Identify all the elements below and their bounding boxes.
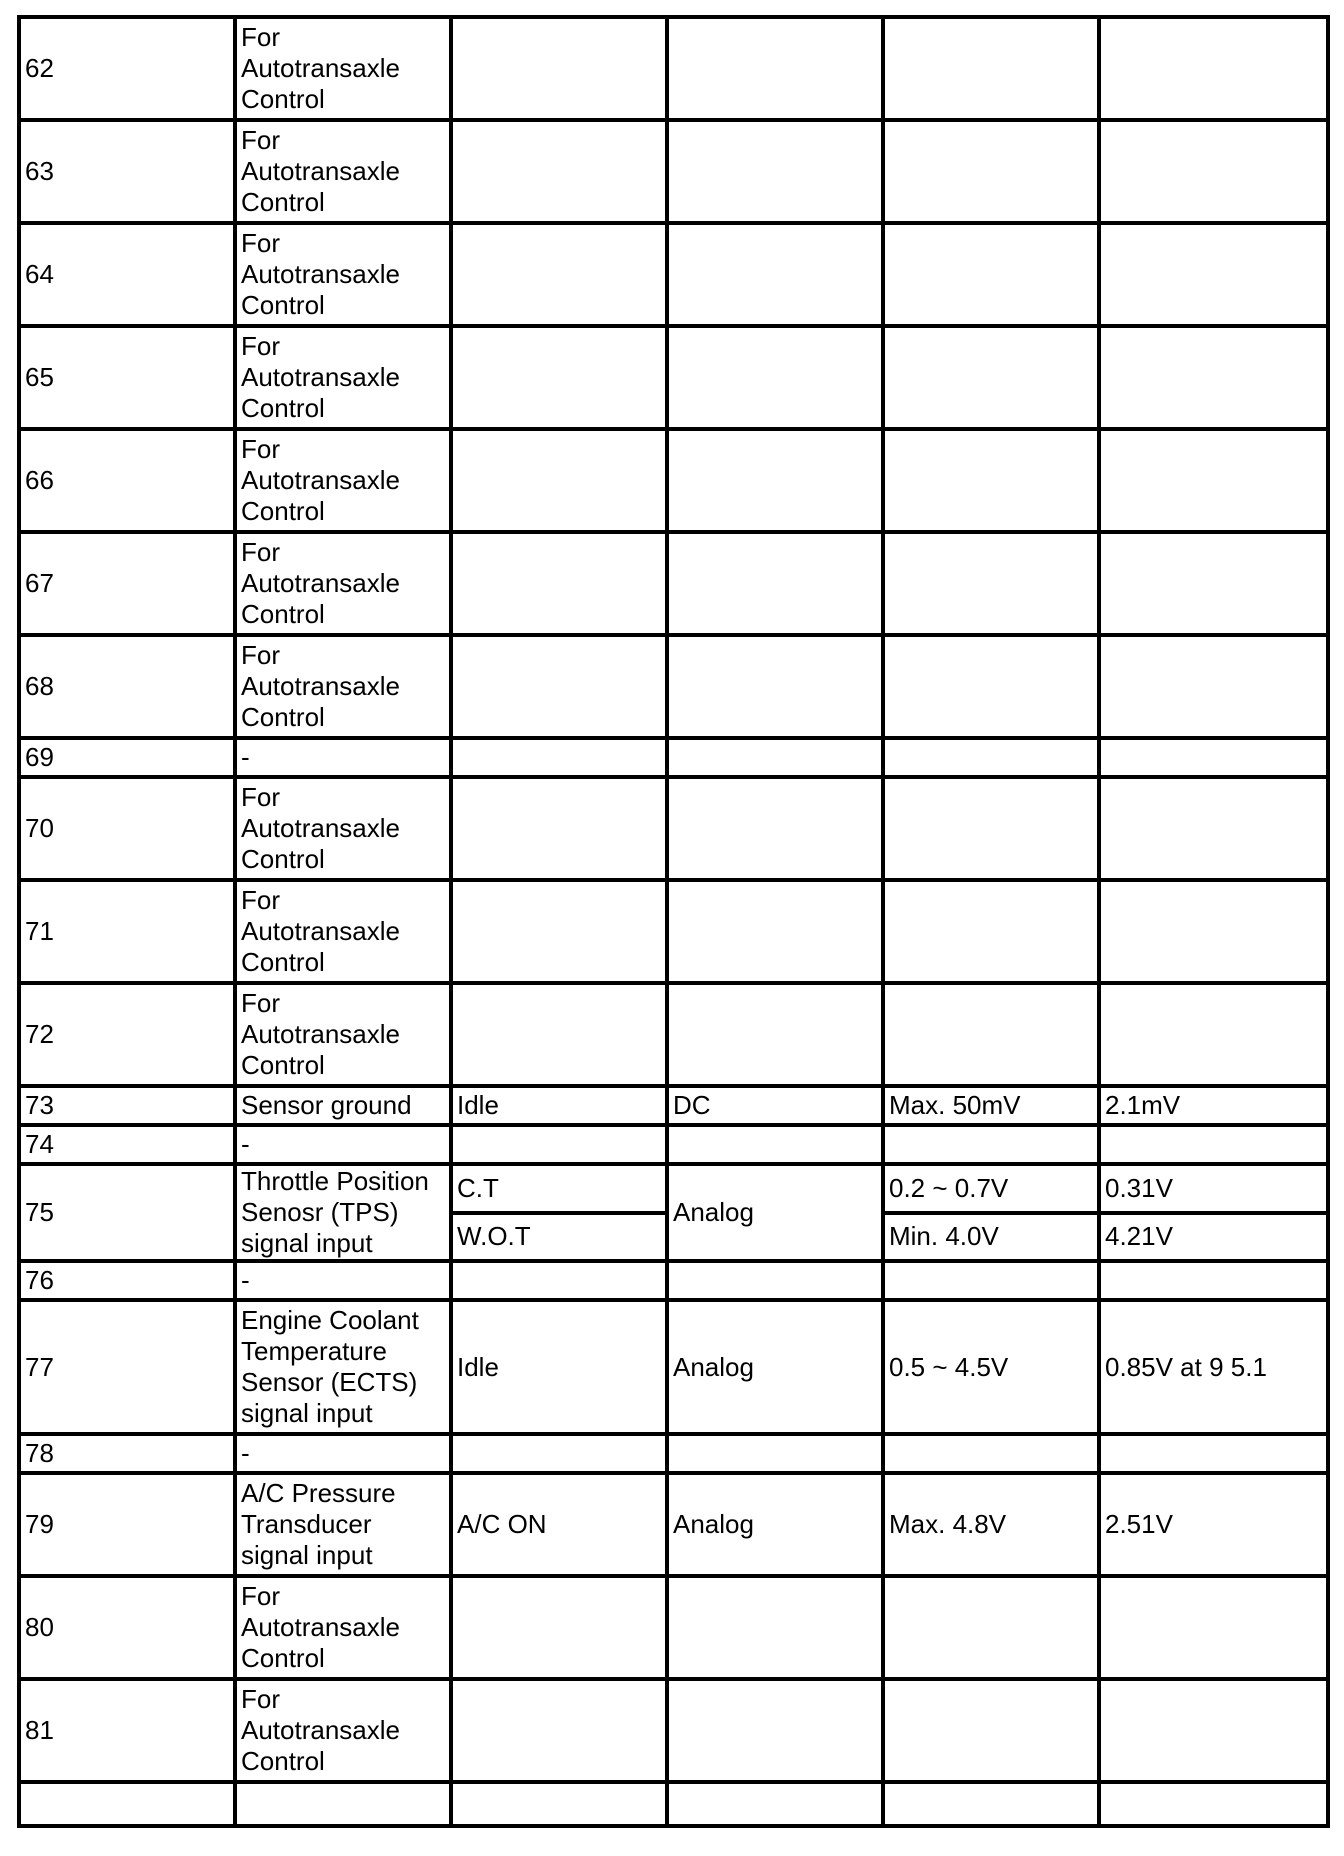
condition-cell (451, 880, 667, 983)
table-row (19, 1125, 1328, 1164)
level-cell (883, 1576, 1099, 1679)
test-result-cell (1099, 532, 1328, 635)
table-row (19, 429, 1328, 532)
type-cell (667, 120, 883, 223)
level-cell (883, 429, 1099, 532)
condition-cell (451, 635, 667, 738)
pin-description: For Autotransaxle Control (235, 532, 451, 635)
table-row (19, 1164, 1328, 1213)
table-row (19, 738, 1328, 777)
pin-description: - (235, 738, 451, 777)
pin-description: For Autotransaxle Control (235, 120, 451, 223)
level-cell: Min. 4.0V (883, 1213, 1099, 1262)
pin-description: - (235, 1125, 451, 1164)
pin-description: For Autotransaxle Control (235, 429, 451, 532)
type-cell (667, 738, 883, 777)
test-result-cell (1099, 635, 1328, 738)
condition-cell (451, 1434, 667, 1473)
type-cell: Analog (667, 1164, 883, 1261)
table-row (19, 880, 1328, 983)
pin-number: 73 (19, 1086, 235, 1125)
test-result-cell (1099, 1125, 1328, 1164)
pin-number: 76 (19, 1261, 235, 1300)
pin-number: 68 (19, 635, 235, 738)
type-cell (667, 880, 883, 983)
type-cell (667, 532, 883, 635)
table-row (19, 635, 1328, 738)
pin-number: 65 (19, 326, 235, 429)
pin-number: 62 (19, 17, 235, 120)
pin-number: 63 (19, 120, 235, 223)
test-result-cell (1099, 1434, 1328, 1473)
level-cell (883, 1679, 1099, 1782)
pin-description: Engine Coolant Temperature Sensor (ECTS) signal input (235, 1300, 451, 1434)
test-result-cell (1099, 1261, 1328, 1300)
pin-number: 69 (19, 738, 235, 777)
type-cell (667, 777, 883, 880)
condition-cell (451, 1261, 667, 1300)
condition-cell (451, 738, 667, 777)
pin-number: 72 (19, 983, 235, 1086)
table-row (19, 983, 1328, 1086)
pin-description: For Autotransaxle Control (235, 326, 451, 429)
level-cell (883, 738, 1099, 777)
pin-description: For Autotransaxle Control (235, 983, 451, 1086)
test-result-cell (1099, 777, 1328, 880)
pin-description: For Autotransaxle Control (235, 17, 451, 120)
pin-description: - (235, 1261, 451, 1300)
table-row (19, 1261, 1328, 1300)
table-row (19, 326, 1328, 429)
condition-cell (451, 223, 667, 326)
pin-description: For Autotransaxle Control (235, 223, 451, 326)
pin-number: 74 (19, 1125, 235, 1164)
type-cell (667, 17, 883, 120)
condition-cell: C.T (451, 1164, 667, 1213)
pin-description: For Autotransaxle Control (235, 635, 451, 738)
test-result-cell: 2.51V (1099, 1473, 1328, 1576)
type-cell (667, 1576, 883, 1679)
type-cell (667, 1434, 883, 1473)
table-row (19, 777, 1328, 880)
table-row (19, 1434, 1328, 1473)
pin-number: 64 (19, 223, 235, 326)
level-cell (883, 635, 1099, 738)
level-cell (883, 532, 1099, 635)
test-result-cell: 0.85V at 9 5.1 (1099, 1300, 1328, 1434)
type-cell: Analog (667, 1473, 883, 1576)
condition-cell (451, 1679, 667, 1782)
pin-description: For Autotransaxle Control (235, 1576, 451, 1679)
type-cell: DC (667, 1086, 883, 1125)
test-result-cell: 4.21V (1099, 1213, 1328, 1262)
level-cell: 0.5 ~ 4.5V (883, 1300, 1099, 1434)
type-cell (667, 429, 883, 532)
table-row (19, 1473, 1328, 1576)
pin-description: For Autotransaxle Control (235, 777, 451, 880)
test-result-cell (1099, 17, 1328, 120)
level-cell (883, 1261, 1099, 1300)
type-cell (667, 983, 883, 1086)
condition-cell: W.O.T (451, 1213, 667, 1262)
pin-number: 80 (19, 1576, 235, 1679)
pin-number: 78 (19, 1434, 235, 1473)
table-row-cutoff (19, 1782, 1328, 1826)
condition-cell (451, 1125, 667, 1164)
pin-number: 75 (19, 1164, 235, 1261)
level-cell: Max. 4.8V (883, 1473, 1099, 1576)
table-row (19, 17, 1328, 120)
pin-description: For Autotransaxle Control (235, 1679, 451, 1782)
level-cell (883, 880, 1099, 983)
type-cell: Analog (667, 1300, 883, 1434)
test-result-cell: 0.31V (1099, 1164, 1328, 1213)
level-cell (883, 223, 1099, 326)
condition-cell (451, 429, 667, 532)
pin-number: 81 (19, 1679, 235, 1782)
type-cell (667, 1679, 883, 1782)
level-cell (883, 1125, 1099, 1164)
ecm-pin-table (17, 15, 1330, 1828)
type-cell (667, 223, 883, 326)
type-cell (667, 635, 883, 738)
table-row (19, 120, 1328, 223)
condition-cell: A/C ON (451, 1473, 667, 1576)
table-row (19, 1576, 1328, 1679)
pin-number: 70 (19, 777, 235, 880)
level-cell (883, 983, 1099, 1086)
table-row (19, 1679, 1328, 1782)
type-cell (667, 1125, 883, 1164)
pin-description: A/C Pressure Transducer signal input (235, 1473, 451, 1576)
test-result-cell (1099, 1679, 1328, 1782)
table-row (19, 1300, 1328, 1434)
table-row (19, 532, 1328, 635)
condition-cell (451, 1576, 667, 1679)
condition-cell (451, 326, 667, 429)
table-row (19, 223, 1328, 326)
pin-table-container (17, 15, 1326, 1828)
test-result-cell (1099, 1576, 1328, 1679)
condition-cell (451, 777, 667, 880)
pin-description: - (235, 1434, 451, 1473)
level-cell (883, 777, 1099, 880)
type-cell (667, 326, 883, 429)
test-result-cell (1099, 326, 1328, 429)
test-result-cell (1099, 120, 1328, 223)
pin-number: 71 (19, 880, 235, 983)
test-result-cell (1099, 223, 1328, 326)
level-cell: Max. 50mV (883, 1086, 1099, 1125)
level-cell (883, 120, 1099, 223)
test-result-cell (1099, 880, 1328, 983)
level-cell (883, 17, 1099, 120)
level-cell: 0.2 ~ 0.7V (883, 1164, 1099, 1213)
pin-number: 79 (19, 1473, 235, 1576)
test-result-cell: 2.1mV (1099, 1086, 1328, 1125)
pin-number: 66 (19, 429, 235, 532)
pin-number: 67 (19, 532, 235, 635)
condition-cell (451, 983, 667, 1086)
pin-description: Throttle Position Senosr (TPS) signal input (235, 1164, 451, 1261)
condition-cell: Idle (451, 1300, 667, 1434)
condition-cell (451, 17, 667, 120)
test-result-cell (1099, 738, 1328, 777)
test-result-cell (1099, 983, 1328, 1086)
test-result-cell (1099, 429, 1328, 532)
type-cell (667, 1261, 883, 1300)
pin-description: For Autotransaxle Control (235, 880, 451, 983)
condition-cell: Idle (451, 1086, 667, 1125)
condition-cell (451, 120, 667, 223)
level-cell (883, 326, 1099, 429)
pin-number: 77 (19, 1300, 235, 1434)
pin-description: Sensor ground (235, 1086, 451, 1125)
level-cell (883, 1434, 1099, 1473)
condition-cell (451, 532, 667, 635)
table-row (19, 1086, 1328, 1125)
